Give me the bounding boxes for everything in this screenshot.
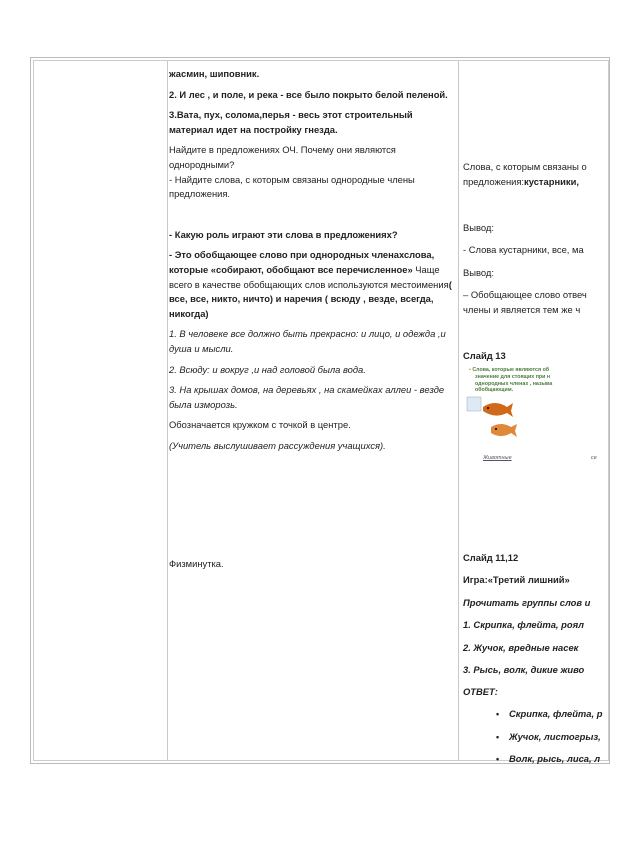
answer-list <box>463 707 613 767</box>
slide-11-12-label: Слайд 11,12 <box>463 552 519 563</box>
paragraph-definition <box>169 248 454 321</box>
fish-illustration-icon <box>467 397 529 445</box>
conclusion-label-2: Вывод: <box>463 267 494 278</box>
table-inner-border <box>33 60 609 765</box>
slide-text <box>469 367 619 394</box>
paragraph-exercise-break: Физминутка. <box>169 558 224 570</box>
word-group-3: 3. Рысь, волк, дикие живо <box>463 664 585 675</box>
answer-item-3: • Волк, рысь, лиса, л <box>495 753 601 765</box>
conclusion-text-2 <box>463 288 587 317</box>
paragraph-notation: Обозначается кружком с точкой в центре. <box>169 419 351 431</box>
paragraph-jasmine: жасмин, шиповник. <box>169 68 260 79</box>
lesson-table <box>30 57 610 764</box>
conclusion-label-1: Вывод: <box>463 222 494 233</box>
example-1: 1. В человеке все должно быть прекрасно: и лицо, и одежда ,и душа и мысли. <box>169 328 446 354</box>
paragraph-find-words: - Найдите слова, с которым связаны однородные члены предложения. <box>169 173 415 200</box>
slide-thumbnail <box>463 367 613 465</box>
paragraph-cotton: 3.Вата, пух, солома,перья - весь этот строительный материал идет на постройку гнезда. <box>169 109 413 135</box>
column-divider-1 <box>167 61 168 760</box>
slide-text-line-2: значение для стоящих при н <box>475 373 551 380</box>
conclusion-text-2-line2: члены и является тем же ч <box>463 303 581 315</box>
col3-words-linked <box>463 160 587 189</box>
game-task: Прочитать группы слов и <box>463 597 591 608</box>
conclusion-text-2-line1: – Обобщающее слово отвеч <box>463 289 587 300</box>
game-title: Игра:«Третий лишний» <box>463 574 570 585</box>
words-linked-line2: предложения: <box>463 175 525 187</box>
definition-pronouns: ( все, все, никто, ничто) и наречия ( всюду , везде, всегда, никогда) <box>169 278 452 319</box>
example-3: 3. На крышах домов, на деревьях , на скамейках аллеи - везде была изморозь. <box>169 384 445 410</box>
slide-caption-animals: Животные <box>483 455 512 461</box>
slide-13-label: Слайд 13 <box>463 350 506 361</box>
example-2: 2. Всюду: и вокруг ,и над головой была вода. <box>169 363 366 375</box>
paragraph-teacher-note: (Учитель выслушивает рассуждения учащихся). <box>169 439 386 451</box>
paragraph-find-och: Найдите в предложениях ОЧ. Почему они являются однородными? <box>169 144 396 170</box>
slide-caption-2: ce <box>591 455 597 461</box>
teacher-activity-column <box>169 67 454 572</box>
word-group-2: 2. Жучок, вредные насек <box>463 642 579 653</box>
word-group-1: 1. Скрипка, флейта, роял <box>463 619 584 630</box>
slide-text-line-4: обобщающим. <box>475 387 514 394</box>
answer-item-2: • Жучок, листогрыз, <box>495 730 601 742</box>
words-linked-line1: Слова, с которым связаны о <box>463 161 587 172</box>
words-linked-bold: кустарники, <box>524 175 579 187</box>
question-role: - Какую роль играют эти слова в предложениях? <box>169 228 398 240</box>
slide-text-line-3: однородных членах , называ <box>475 380 553 387</box>
slide-text-line-1: ▪ Слова, которые являются об <box>469 367 550 373</box>
definition-text: Чаще всего в качестве обобщающих слов используются местоимения <box>169 263 449 290</box>
answer-label: ОТВЕТ: <box>463 686 498 697</box>
definition-bold: - Это обобщающее слово при однородных членахслова, которые «собирают, обобщают все перечисленное» <box>169 249 435 275</box>
column-divider-2 <box>458 61 459 760</box>
answer-item-1: • Скрипка, флейта, р <box>495 708 603 719</box>
conclusion-text-1: - Слова кустарники, все, ма <box>463 244 584 255</box>
paragraph-forest: 2. И лес , и поле, и река - все было покрыто белой пеленой. <box>169 88 448 100</box>
student-activity-column <box>463 67 613 765</box>
